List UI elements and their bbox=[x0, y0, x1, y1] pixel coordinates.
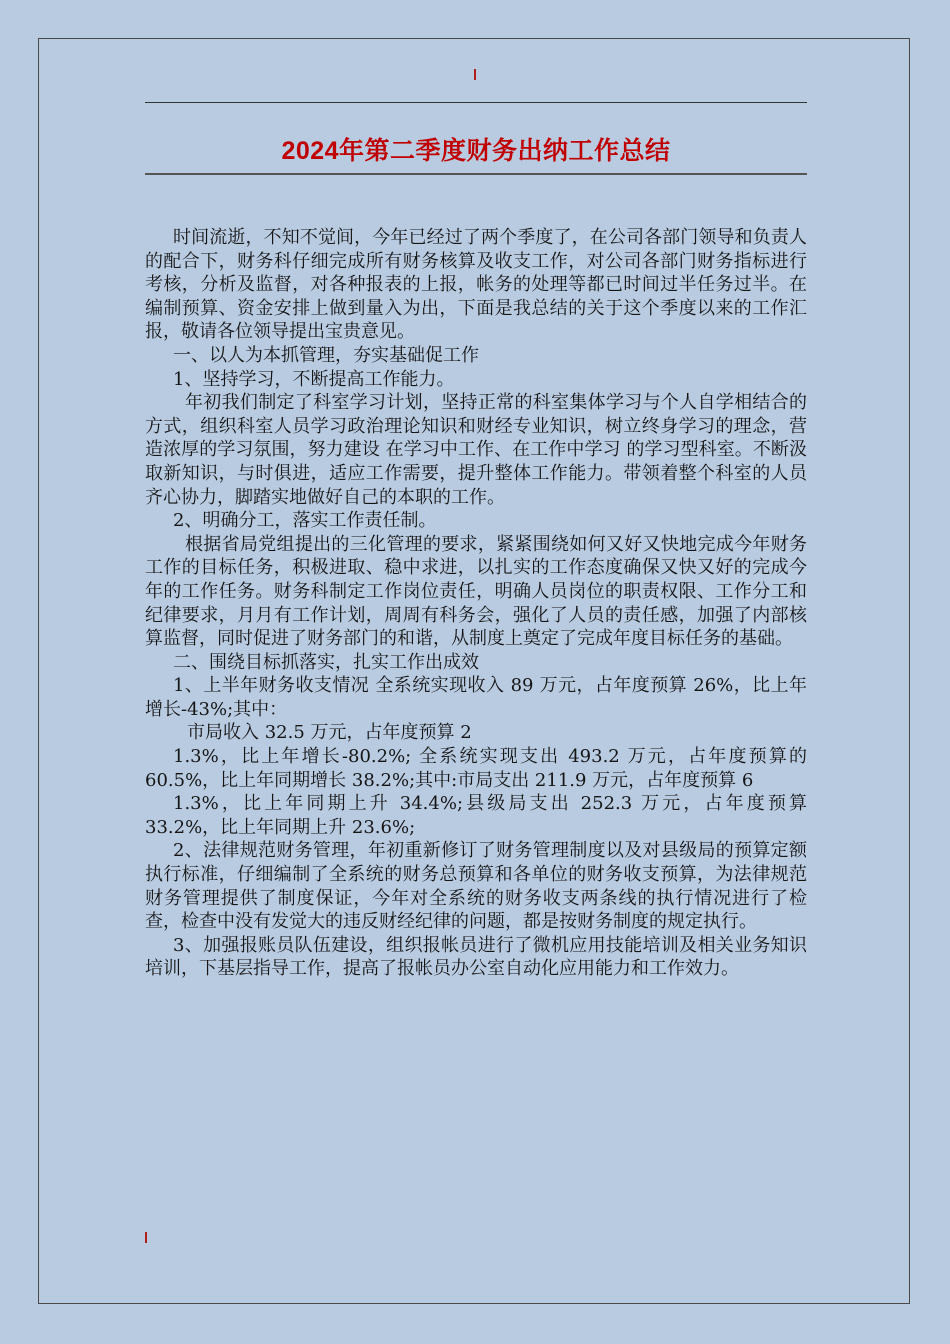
paragraph-city-income: 市局收入 32.5 万元，占年度预算 2 bbox=[187, 722, 472, 744]
section-heading-2: 二、围绕目标抓落实，扎实工作出成效 bbox=[173, 651, 479, 673]
paragraph-county: 1.3%，比上年同期上升 34.4%;县级局支出 252.3 万元，占年度预算 33.2%，比上年同期上升 23.6%; bbox=[145, 793, 807, 838]
paragraph-income: 1、上半年财务收支情况 全系统实现收入 89 万元，占年度预算 26%，比上年增长-43%;其中： bbox=[145, 675, 807, 720]
paragraph-expenditure: 1.3%，比上年增长-80.2%; 全系统实现支出 493.2 万元，占年度预算的 60.5%，比上年同期增长 38.2%;其中:市局支出 211.9 万元，占年度预算 6 bbox=[145, 746, 807, 791]
paragraph-responsibility: 根据省局党组提出的三化管理的要求，紧紧围绕如何又好又快地完成今年财务工作的目标任务，积极进取、稳中求进，以扎实的工作态度确保又快又好的完成今年的工作任务。财务科制定工作岗位责任，明确人员岗位的职责权限、工作分工和纪律要求，月月有工作计划，周周有科务会，强化了人员的责任感，加强了内部核算监督，同时促进了财务部门的和谐，从制度上奠定了完成年度目标任务的基础。 bbox=[145, 533, 807, 650]
paragraph-study: 年初我们制定了科室学习计划，坚持正常的科室集体学习与个人自学相结合的方式，组织科室人员学习政治理论知识和财经专业知识，树立终身学习的理念，营造浓厚的学习氛围，努力建设 在学习中工作、在工作中学习 的学习型科室。不断汲取新知识，与时俱进，适应工作需要，提升整体工作能力。带领着整个科室的人员齐心协力，脚踏实地做好自己的本职的工作。 bbox=[145, 392, 807, 508]
header-mark bbox=[474, 69, 476, 80]
header-rule bbox=[145, 102, 807, 103]
subheading-1-1: 1、坚持学习，不断提高工作能力。 bbox=[173, 368, 455, 390]
section-heading-1: 一、以人为本抓管理，夯实基础促工作 bbox=[173, 344, 479, 366]
document-body bbox=[145, 226, 807, 981]
paragraph-training: 3、加强报账员队伍建设，组织报帐员进行了微机应用技能培训及相关业务知识培训，下基层指导工作，提高了报帐员办公室自动化应用能力和工作效力。 bbox=[145, 934, 807, 980]
paragraph-intro: 时间流逝，不知不觉间，今年已经过了两个季度了，在公司各部门领导和负责人的配合下，财务科仔细完成所有财务核算及收支工作，对公司各部门财务指标进行考核，分析及监督，对各种报表的上报，帐务的处理等都已时间过半任务过半。在编制预算、资金安排上做到量入为出，下面是我总结的关于这个季度以来的工作汇报，敬请各位领导提出宝贵意见。 bbox=[145, 227, 807, 343]
paragraph-regulation: 2、法律规范财务管理，年初重新修订了财务管理制度以及对县级局的预算定额执行标准，仔细编制了全系统的财务总预算和各单位的财务收支预算，为法律规范财务管理提供了制度保证，今年对全系统的财务收支两条线的执行情况进行了检查，检查中没有发觉大的违反财经纪律的问题，都是按财务制度的规定执行。 bbox=[145, 840, 807, 933]
subheading-1-2: 2、明确分工，落实工作责任制。 bbox=[173, 510, 437, 532]
title-rule bbox=[145, 173, 807, 175]
footer-mark bbox=[145, 1232, 147, 1243]
document-title: 2024年第二季度财务出纳工作总结 bbox=[281, 137, 671, 165]
